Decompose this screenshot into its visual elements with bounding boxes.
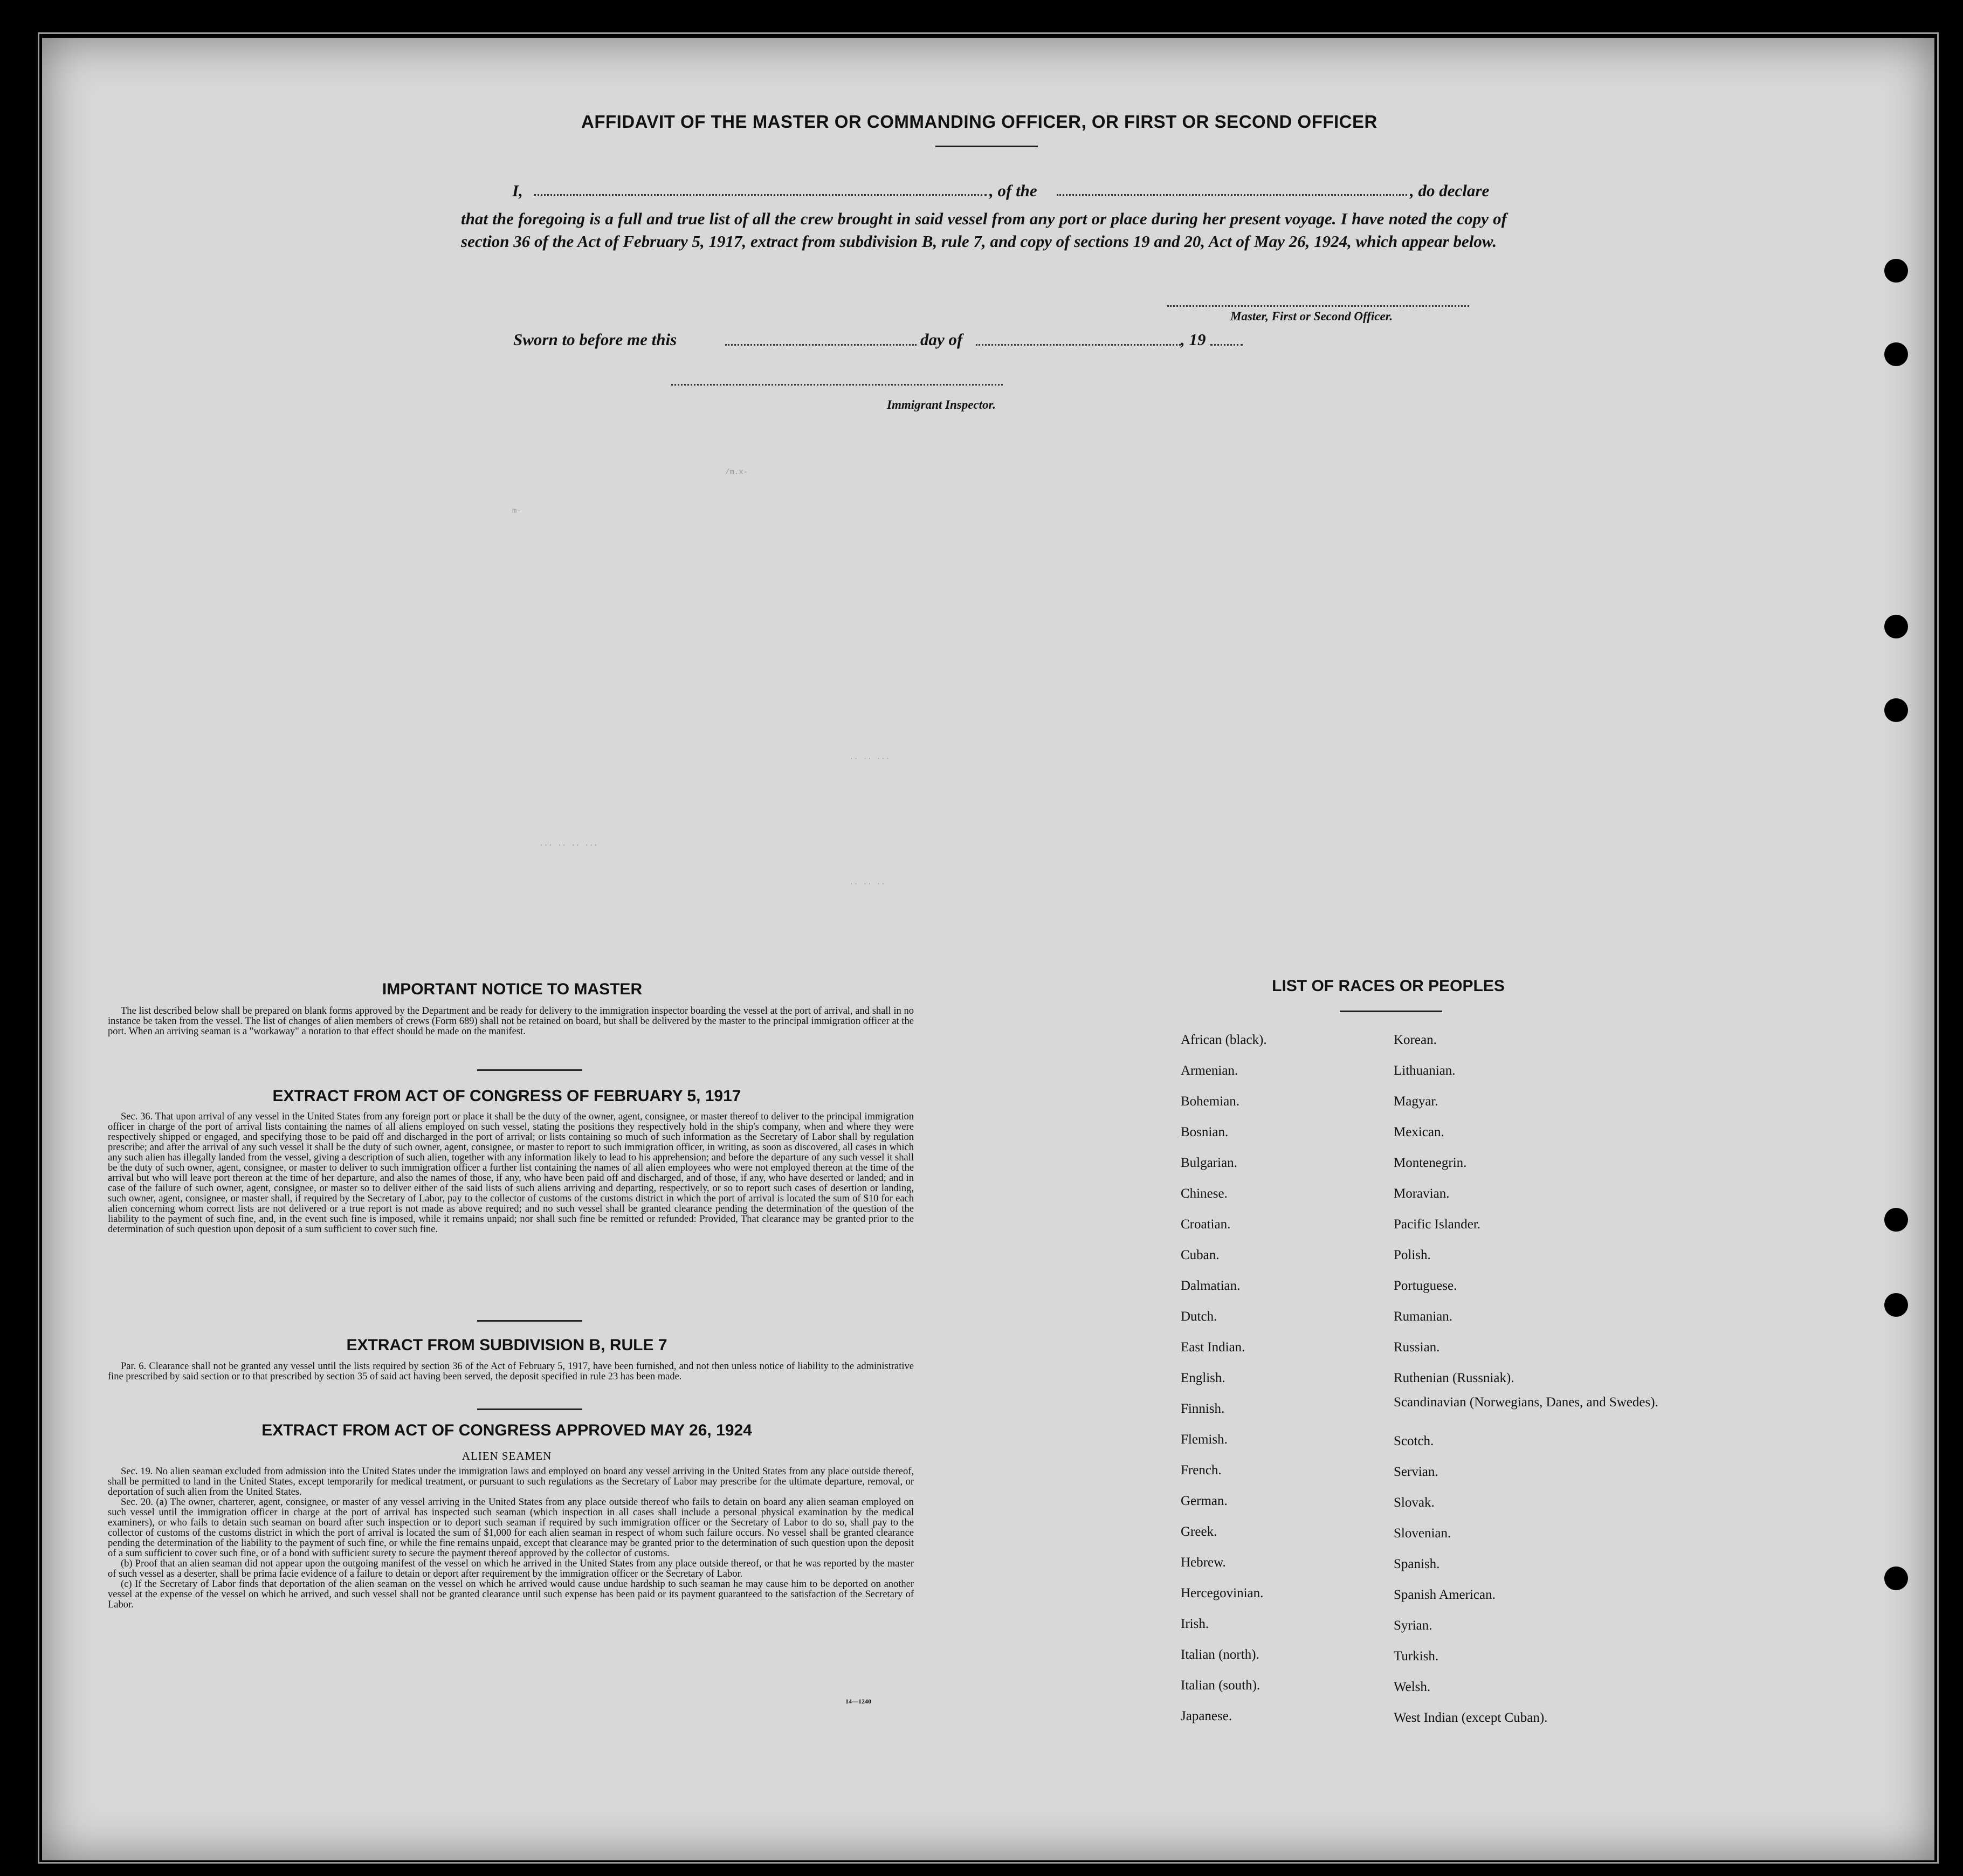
race-item: Bulgarian. bbox=[1181, 1156, 1237, 1170]
affidavit-title: AFFIDAVIT OF THE MASTER OR COMMANDING OFFICER, OR FIRST OR SECOND OFFICER bbox=[581, 112, 1377, 132]
section-rule bbox=[477, 1408, 582, 1410]
sworn-month-field[interactable] bbox=[976, 344, 1181, 346]
race-item: Turkish. bbox=[1394, 1649, 1439, 1664]
race-item: Dalmatian. bbox=[1181, 1279, 1241, 1293]
binder-hole bbox=[1884, 1566, 1908, 1590]
par-6-paragraph: Par. 6. Clearance shall not be granted any vessel until the lists required by section 36 of the Act of February 5, 1917, have been furnished, and not then unless notice of liability to the administrative fine prescribed by said section or to that prescribed by section 35 of said act having been served, the deposit specified in rule 23 has been made. bbox=[108, 1361, 914, 1382]
bleed-through-mark: ·· ·· ·· bbox=[849, 880, 886, 889]
race-item: Syrian. bbox=[1394, 1618, 1432, 1633]
section-20c-paragraph: (c) If the Secretary of Labor finds that deportation of the alien seaman on the vessel on which he arrived would cause undue hardship to such seaman he may cause him to be deported on another vessel at the expense of the vessel on which he arrived, and such vessel shall not be granted clearance until such expense has been paid or its payment guaranteed to the satisfaction of the Secretary of Labor. bbox=[108, 1579, 914, 1610]
race-item: Spanish American. bbox=[1394, 1588, 1496, 1602]
vessel-name-field[interactable] bbox=[1057, 194, 1407, 196]
race-item: Hebrew. bbox=[1181, 1555, 1226, 1570]
binder-hole bbox=[1884, 1293, 1908, 1317]
race-item: German. bbox=[1181, 1494, 1228, 1508]
race-item: Bosnian. bbox=[1181, 1125, 1229, 1139]
race-item: Armenian. bbox=[1181, 1063, 1238, 1078]
race-item: Mexican. bbox=[1394, 1125, 1444, 1139]
race-item: Servian. bbox=[1394, 1465, 1438, 1479]
race-item: West Indian (except Cuban). bbox=[1394, 1710, 1548, 1725]
declaration-text: that the foregoing is a full and true list of all the crew brought in said vessel from any port or place during her present voyage. I have noted the copy of section 36 of the Act of February 5, 1917, extract from subdivision B, rule 7, and copy of sections 19 and 20, Act of May 26, 1924, which appear below. bbox=[461, 209, 1507, 251]
extract-rule7-text bbox=[108, 1362, 914, 1382]
title-rule bbox=[935, 146, 1038, 147]
races-title: LIST OF RACES OR PEOPLES bbox=[1272, 977, 1505, 995]
binder-hole bbox=[1884, 698, 1908, 722]
binder-hole bbox=[1884, 615, 1908, 638]
race-item: Polish. bbox=[1394, 1248, 1431, 1262]
sworn-year-field[interactable] bbox=[1210, 344, 1243, 346]
race-item: French. bbox=[1181, 1463, 1222, 1478]
section-20b-paragraph: (b) Proof that an alien seaman did not appear upon the outgoing manifest of the vessel on which he arrived in the United States from any place outside thereof, or that he was reported by the master of such vessel as a deserter, shall be prima facie evidence of a failure to detain or deport after requirement by the immigration officer or the Secretary of Labor. bbox=[108, 1558, 914, 1579]
binder-hole bbox=[1884, 259, 1908, 283]
binder-hole bbox=[1884, 342, 1908, 366]
section-20a-paragraph: Sec. 20. (a) The owner, charterer, agent, consignee, or master of any vessel arriving in the United States from any place outside thereof who fails to detain on board any alien seaman employed on such vessel until the immigration officer in charge at the port of arrival has inspected such seaman (which inspection in all cases shall include a personal physical examination by the medical examiners), or who fails to detain such seaman on board after such inspection or to deport such seaman if required by such immigration officer or the Secretary of Labor to do so, shall pay to the collector of customs of the customs district in which the port of arrival is located the sum of $1,000 for each alien seaman in respect of whom such failure occurs. No vessel shall be granted clearance pending the determination of the liability to the payment of such fine, or while the fine remains unpaid, except that clearance may be granted prior to the determination of such question upon the deposit of a sum sufficient to cover such fine, or of a bond with sufficient surety to secure the payment thereof approved by the collector of customs. bbox=[108, 1497, 914, 1559]
race-item: Russian. bbox=[1394, 1340, 1440, 1355]
day-of-label: day of bbox=[920, 330, 963, 349]
notice-title: IMPORTANT NOTICE TO MASTER bbox=[382, 980, 643, 998]
master-signature-label: Master, First or Second Officer. bbox=[1230, 310, 1393, 323]
race-item: Korean. bbox=[1394, 1033, 1437, 1047]
race-item: Dutch. bbox=[1181, 1309, 1217, 1324]
master-signature-field[interactable] bbox=[1167, 305, 1469, 307]
inspector-signature-field[interactable] bbox=[671, 384, 1003, 386]
race-item: Welsh. bbox=[1394, 1680, 1431, 1694]
race-item: Italian (south). bbox=[1181, 1678, 1261, 1693]
race-item: Ruthenian (Russniak). bbox=[1394, 1371, 1514, 1385]
race-item: Croatian. bbox=[1181, 1217, 1231, 1232]
form-number: 14—1240 bbox=[845, 1698, 871, 1705]
race-item: Finnish. bbox=[1181, 1401, 1225, 1416]
race-item: Portuguese. bbox=[1394, 1279, 1457, 1293]
sworn-label: Sworn to before me this bbox=[513, 330, 677, 349]
race-item: Slovenian. bbox=[1394, 1526, 1451, 1541]
vessel-label: , of the bbox=[989, 181, 1037, 200]
inspector-label: Immigrant Inspector. bbox=[887, 398, 996, 411]
section-19-paragraph: Sec. 19. No alien seaman excluded from admission into the United States under the immigration laws and employed on board any vessel arriving in the United States from any place outside thereof, shall be permitted to land in the United States, except temporarily for medical treatment, or pursuant to such regulations as the Secretary of Labor may prescribe for the ultimate departure, removal, or deportation of such alien from the United States. bbox=[108, 1466, 914, 1497]
race-item: Lithuanian. bbox=[1394, 1063, 1456, 1078]
race-item: Hercegovinian. bbox=[1181, 1586, 1264, 1600]
race-item: Montenegrin. bbox=[1394, 1156, 1467, 1170]
race-item: Pacific Islander. bbox=[1394, 1217, 1481, 1232]
notice-paragraph: The list described below shall be prepared on blank forms approved by the Department and be ready for delivery to the immigration inspector boarding the vessel at the port of arrival, and shall in no instance be taken from the vessel. The list of changes of alien members of crews (Form 689) shall not be retained on board, but shall be delivered by the master to the principal immigration officer at the port. When an arriving seaman is a "workaway" a notation to that effect should be made on the manifest. bbox=[108, 1006, 914, 1037]
binder-hole bbox=[1884, 1208, 1908, 1232]
extract-1917-text bbox=[108, 1112, 914, 1235]
race-item: Cuban. bbox=[1181, 1248, 1220, 1262]
extract-1917-title: EXTRACT FROM ACT OF CONGRESS OF FEBRUARY 5, 1917 bbox=[272, 1087, 741, 1105]
extract-rule7-title: EXTRACT FROM SUBDIVISION B, RULE 7 bbox=[346, 1336, 667, 1354]
bleed-through-mark: /m.x- bbox=[725, 468, 748, 477]
section-36-paragraph: Sec. 36. That upon arrival of any vessel in the United States from any foreign port or place it shall be the duty of the owner, agent, consignee, or master thereof to deliver to the principal immigration officer in charge of the port of arrival lists containing the names of all aliens employed on such vessel, stating the positions they respectively hold in the ship's company, when and where they were respectively shipped or engaged, and specifying those to be paid off and discharged in the port of arrival; or lists containing so much of such information as the Secretary of Labor shall by regulation prescribe; and after the arrival of any such vessel it shall be the duty of such owner, agent, consignee, or master to report to such immigration officer, in writing, as soon as discovered, all cases in which any such alien has illegally landed from the vessel, giving a description of such alien, together with any information likely to lead to his apprehension; and before the departure of any such vessel it shall be the duty of such owner, agent, consignee, or master to deliver to such immigration officer a further list containing the names of all alien employees who were not employed thereon at the time of the arrival but who will leave port thereon at the time of her departure, and also the names of those, if any, who have been paid off and discharged, and of those, if any, who have deserted or landed; and in case of the failure of such owner, agent, consignee, or master so to deliver either of the said lists of such aliens arriving and departing, respectively, or so to report such cases of desertion or landing, such owner, agent, consignee, or master shall, if required by the Secretary of Labor, pay to the collector of customs of the customs district in which the port of arrival is located the sum of $10 for each alien concerning whom correct lists are not delivered or a true report is not made as above required; and no such vessel shall be granted clearance pending the determination of the question of the liability to the payment of such fine, and, in the event such fine is imposed, while it remains unpaid; nor shall such fine be remitted or refunded: Provided, That clearance may be granted prior to the determination of such question upon deposit of a sum sufficient to cover such fine. bbox=[108, 1111, 914, 1235]
extract-1924-text bbox=[108, 1467, 914, 1610]
race-item: Flemish. bbox=[1181, 1432, 1228, 1447]
race-item: Moravian. bbox=[1394, 1186, 1450, 1201]
race-item: East Indian. bbox=[1181, 1340, 1245, 1355]
declare-label: , do declare bbox=[1410, 181, 1490, 200]
races-right-column bbox=[1394, 1025, 1658, 1733]
race-item: English. bbox=[1181, 1371, 1225, 1385]
race-item: Bohemian. bbox=[1181, 1094, 1240, 1109]
race-item: Scotch. bbox=[1394, 1434, 1434, 1448]
race-item: African (black). bbox=[1181, 1033, 1267, 1047]
declarant-label: I, bbox=[512, 181, 523, 200]
race-item: Magyar. bbox=[1394, 1094, 1438, 1109]
race-item: Slovak. bbox=[1394, 1495, 1435, 1510]
race-item: Rumanian. bbox=[1394, 1309, 1453, 1324]
race-item: Irish. bbox=[1181, 1617, 1209, 1631]
race-item: Spanish. bbox=[1394, 1557, 1440, 1571]
race-item: Greek. bbox=[1181, 1524, 1217, 1539]
notice-text bbox=[108, 1006, 914, 1037]
bleed-through-mark: m- bbox=[512, 507, 521, 516]
race-item: Chinese. bbox=[1181, 1186, 1228, 1201]
year-label: , 19 bbox=[1181, 330, 1206, 349]
race-item: Italian (north). bbox=[1181, 1647, 1259, 1662]
races-left-column bbox=[1181, 1025, 1267, 1731]
bleed-through-mark: ·· -· ··· bbox=[849, 755, 890, 764]
extract-1924-title: EXTRACT FROM ACT OF CONGRESS APPROVED MAY 26, 1924 bbox=[261, 1421, 752, 1439]
section-rule bbox=[477, 1069, 582, 1071]
declarant-name-field[interactable] bbox=[534, 194, 987, 196]
alien-seamen-subtitle: ALIEN SEAMEN bbox=[462, 1449, 552, 1462]
section-rule bbox=[477, 1320, 582, 1322]
race-item: Japanese. bbox=[1181, 1709, 1232, 1723]
sworn-day-field[interactable] bbox=[725, 344, 917, 346]
race-item: Scandinavian (Norwegians, Danes, and Swedes). bbox=[1394, 1395, 1658, 1410]
races-title-rule bbox=[1340, 1011, 1442, 1012]
bleed-through-mark: ··· ·· ·· ··· bbox=[539, 841, 598, 850]
